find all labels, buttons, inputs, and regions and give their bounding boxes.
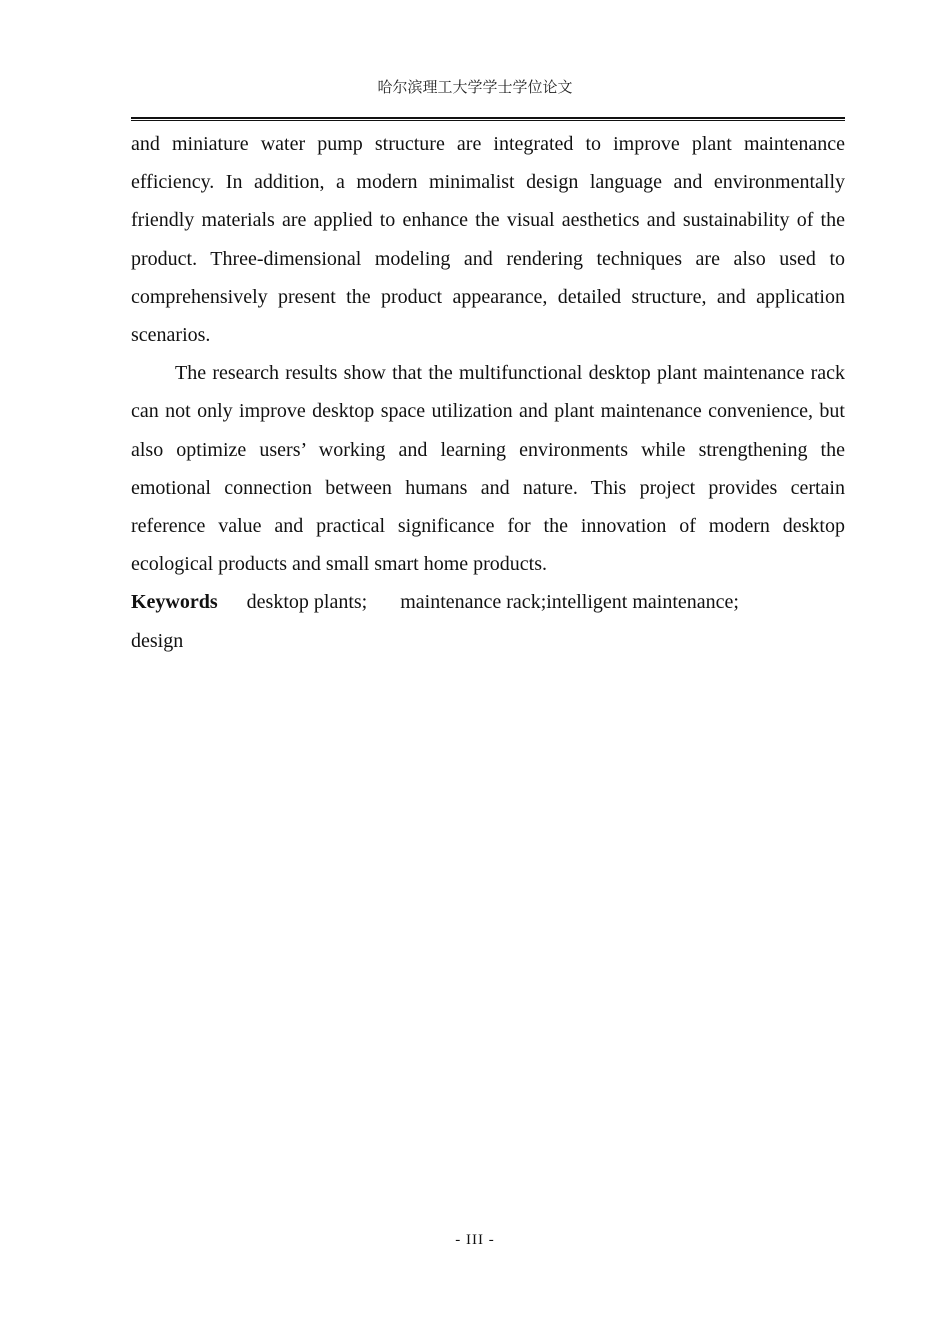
keyword-item: design (131, 629, 184, 652)
keywords-line (131, 583, 845, 659)
abstract-paragraph-results: The research results show that the multifunctional desktop plant maintenance rack can not only improve desktop space utilization and plant maintenance convenience, but also optimize users’ working and learning environments while strengthening the emotional connection between humans and nature. This project provides certain reference value and practical significance for the innovation of modern desktop ecological products and small smart home products. (131, 362, 845, 576)
header-double-rule (131, 117, 845, 121)
abstract-body (131, 125, 845, 660)
keyword-item: maintenance rack; (400, 591, 547, 614)
page-number: - III - (455, 1232, 495, 1248)
keywords-label: Keywords (131, 591, 218, 614)
running-header: 哈尔滨理工大学学士学位论文 (377, 80, 573, 96)
keyword-item: desktop plants; (246, 591, 368, 614)
keyword-item: intelligent maintenance; (546, 591, 739, 614)
abstract-paragraph-continued: and miniature water pump structure are integrated to improve plant maintenance efficiency. In addition, a modern minimalist design language and environmentally friendly materials are applied to enhance the visual aesthetics and sustainability of the product. Three-dimensional modeling and rendering techniques are also used to comprehensively present the product appearance, detailed structure, and application scenarios. (131, 133, 845, 347)
